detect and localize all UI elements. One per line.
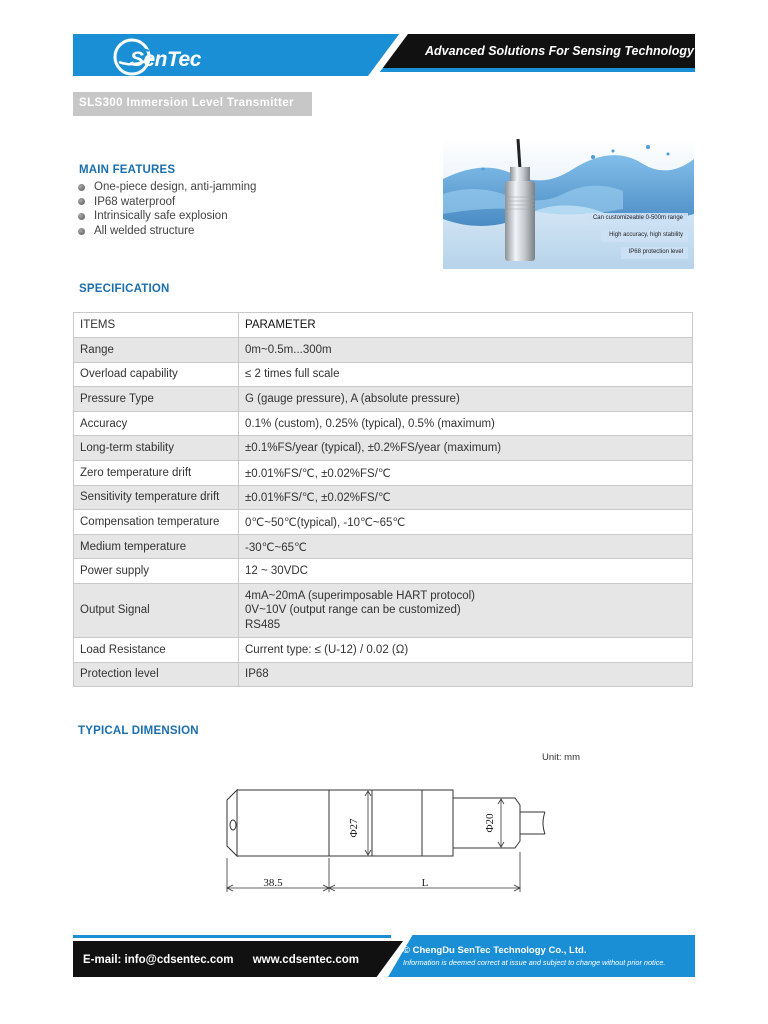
- bullet-icon: [78, 184, 85, 191]
- features-heading: MAIN FEATURES: [79, 164, 176, 176]
- image-callout: Can customizeable 0-500m range: [585, 213, 688, 225]
- table-row: Range 0m~0.5m...300m: [74, 338, 693, 363]
- specification-table: [73, 312, 693, 687]
- feature-item: One-piece design, anti-jamming: [78, 180, 256, 195]
- unit-label: Unit: mm: [542, 752, 580, 763]
- table-row: Long-term stability ±0.1%FS/year (typical), ±0.2%FS/year (maximum): [74, 436, 693, 461]
- feature-item: All welded structure: [78, 224, 256, 239]
- dimension-front-length: 38.5: [263, 877, 283, 889]
- table-row: Overload capability ≤ 2 times full scale: [74, 362, 693, 387]
- table-row: Protection level IP68: [74, 662, 693, 687]
- product-image: [443, 139, 694, 269]
- feature-item: Intrinsically safe explosion: [78, 209, 256, 224]
- header-accent-line: [375, 68, 695, 72]
- bullet-icon: [78, 228, 85, 235]
- image-callout: High accuracy, high stability: [601, 230, 688, 242]
- table-row: Power supply 12 ~ 30VDC: [74, 559, 693, 584]
- product-title: SLS300 Immersion Level Transmitter: [73, 92, 312, 116]
- header-tagline: Advanced Solutions For Sensing Technology: [425, 44, 695, 58]
- features-list: [78, 180, 256, 238]
- dimension-heading: TYPICAL DIMENSION: [78, 725, 199, 737]
- bullet-icon: [78, 198, 85, 205]
- dimension-drawing: [215, 780, 555, 895]
- image-callout: IP68 protection level: [621, 247, 688, 259]
- footer-blue-band: [388, 935, 695, 977]
- table-row: Compensation temperature 0℃~50℃(typical), -10℃~65℃: [74, 510, 693, 535]
- dimension-neck-diameter: Φ20: [484, 813, 496, 833]
- table-row: Pressure Type G (gauge pressure), A (absolute pressure): [74, 387, 693, 412]
- table-header-row: [74, 313, 693, 338]
- table-row: Medium temperature -30℃~65℃: [74, 534, 693, 559]
- dimension-body-diameter: Φ27: [348, 818, 360, 838]
- footer-notice: Information is deemed correct at issue and subject to change without prior notice.: [403, 958, 666, 967]
- bullet-icon: [78, 213, 85, 220]
- footer-contact: E-mail: info@cdsentec.com www.cdsentec.com: [83, 954, 359, 966]
- table-row: Zero temperature drift ±0.01%FS/℃, ±0.02%FS/℃: [74, 460, 693, 485]
- dimension-total-length: L: [421, 877, 429, 889]
- table-row: Load Resistance Current type: ≤ (U-12) / 0.02 (Ω): [74, 637, 693, 662]
- table-row: Sensitivity temperature drift ±0.01%FS/℃, ±0.02%FS/℃: [74, 485, 693, 510]
- footer-accent-line: [73, 935, 391, 938]
- table-row-output-signal: Output Signal 4mA~20mA (superimposable HART protocol) 0V~10V (output range can be customized) RS485: [74, 583, 693, 637]
- logo-text: SenTec: [130, 48, 201, 71]
- table-header-parameter: PARAMETER: [239, 313, 693, 338]
- footer-company: © ChengDu SenTec Technology Co., Ltd.: [403, 945, 587, 956]
- specification-heading: SPECIFICATION: [79, 283, 170, 295]
- feature-item: IP68 waterproof: [78, 195, 256, 210]
- table-row: Accuracy 0.1% (custom), 0.25% (typical), 0.5% (maximum): [74, 411, 693, 436]
- table-header-items: ITEMS: [74, 313, 239, 338]
